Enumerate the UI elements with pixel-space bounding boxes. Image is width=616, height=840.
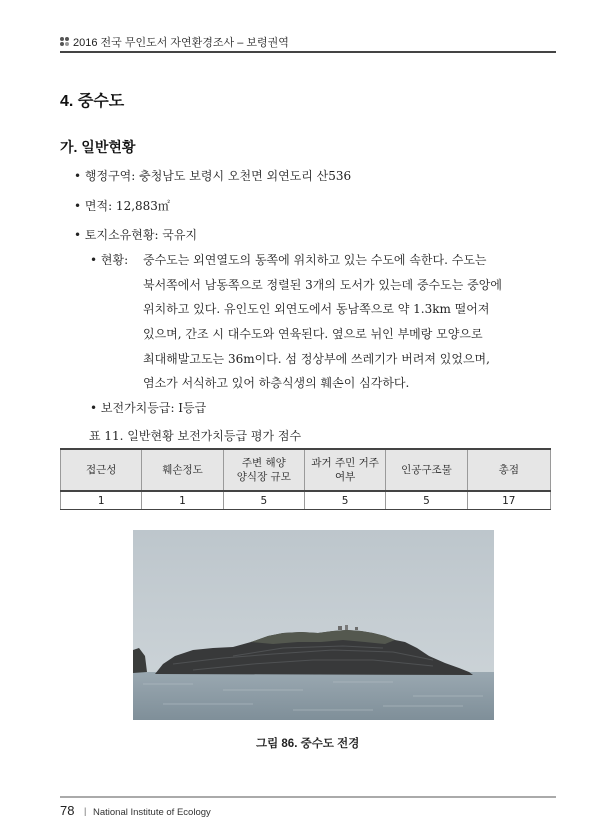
table-row: [61, 491, 551, 510]
page-number: 78: [60, 803, 75, 818]
area-line: • 면적: 12,883㎡: [74, 199, 170, 213]
conservation-grade-line: • 보전가치등급: Ⅰ등급: [90, 401, 207, 415]
running-header-title: 2016 전국 무인도서 자연환경조사 – 보령권역: [73, 37, 289, 49]
section-title: 4. 중수도: [60, 93, 125, 110]
header-bullet-icon: [60, 37, 70, 47]
figure-caption: 그림 86. 중수도 전경: [256, 738, 360, 750]
header-cell-past-residence: 과거 주민 거주 여부: [304, 449, 385, 491]
land-ownership-line: • 토지소유현황: 국유지: [74, 228, 198, 242]
header-cell-structures: 인공구조물: [386, 449, 467, 491]
header-cell-damage: 훼손정도: [142, 449, 223, 491]
status-text-line: 북서쪽에서 남동쪽으로 정렬된 3개의 도서가 있는데 중수도는 중앙에: [143, 278, 502, 292]
header-cell-aquaculture: 주변 해양 양식장 규모: [223, 449, 304, 491]
table-cell: 5: [223, 491, 304, 510]
footer-organization: National Institute of Ecology: [93, 807, 211, 818]
header-cell-accessibility: 접근성: [61, 449, 142, 491]
table-caption: 표 11. 일반현황 보전가치등급 평가 점수: [89, 429, 302, 443]
status-text-line: 중수도는 외연열도의 동쪽에 위치하고 있는 수도에 속한다. 수도는: [143, 253, 487, 267]
header-cell-total: 총점: [467, 449, 550, 491]
status-text-line: 최대해발고도는 36m이다. 섬 정상부에 쓰레기가 버려져 있었으며,: [143, 352, 490, 366]
status-text-line: 염소가 서식하고 있어 하층식생의 훼손이 심각하다.: [143, 376, 410, 390]
island-photo: [133, 530, 494, 720]
table-cell: 1: [142, 491, 223, 510]
table-cell: 5: [386, 491, 467, 510]
conservation-score-table: [60, 448, 551, 510]
footer-separator: |: [84, 806, 87, 816]
header-rule: [60, 51, 556, 53]
subsection-title: 가. 일반현황: [60, 139, 136, 155]
admin-area-line: • 행정구역: 충청남도 보령시 오천면 외연도리 산536: [74, 169, 352, 183]
footer-rule: [60, 796, 556, 798]
status-text-line: 위치하고 있다. 유인도인 외연도에서 동남쪽으로 약 1.3km 떨어져: [143, 302, 490, 316]
table-cell: 5: [304, 491, 385, 510]
table-header-row: [61, 449, 551, 491]
table-cell: 1: [61, 491, 142, 510]
table-cell: 17: [467, 491, 550, 510]
status-text-line: 있으며, 간조 시 대수도와 연육된다. 옆으로 뉘인 부메랑 모양으로: [143, 327, 483, 341]
status-label: • 현황:: [90, 253, 129, 267]
